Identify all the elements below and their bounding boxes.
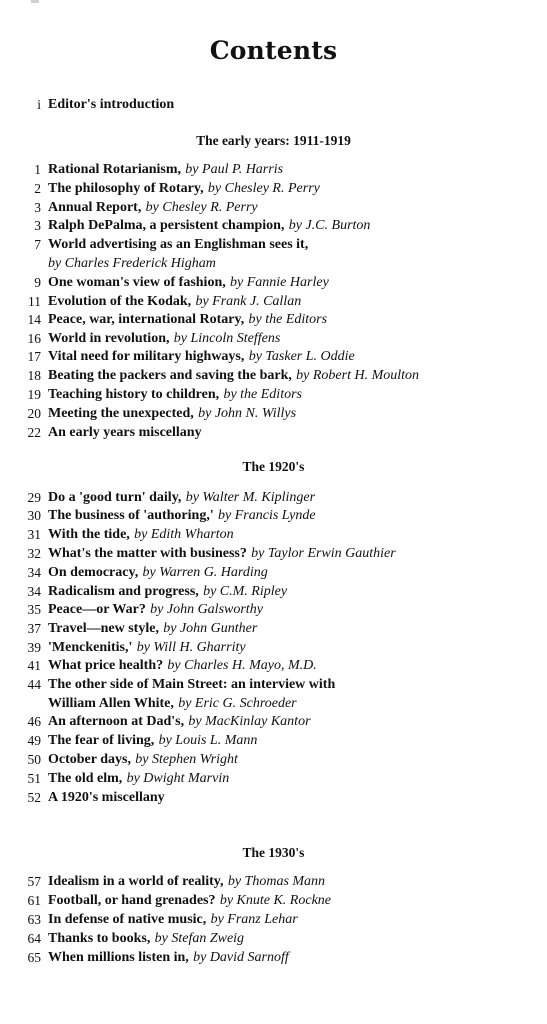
entry-author: by Paul P. Harris (185, 162, 284, 177)
entry-author: by Charles H. Mayo, M.D. (167, 658, 317, 673)
entry-title: What price health? (48, 658, 164, 673)
entry-title: An early years miscellany (48, 425, 202, 440)
entry-page-number: 64 (27, 931, 41, 946)
entry-page-number: 1 (34, 162, 41, 177)
toc-entry[interactable] (0, 506, 547, 525)
entry-title: One woman's view of fashion, (48, 275, 226, 290)
entry-title: William Allen White, (48, 696, 174, 711)
toc-entry[interactable] (0, 872, 547, 891)
entry-author: by Warren G. Harding (142, 565, 268, 580)
toc-entry[interactable] (0, 600, 547, 619)
section-heading-1930s: The 1930's (242, 845, 305, 860)
entry-title: Travel—new style, (48, 621, 159, 636)
toc-entry[interactable] (0, 423, 547, 442)
entry-page-number: 34 (27, 584, 41, 599)
toc-entry[interactable] (0, 488, 547, 507)
entry-author: by John Gunther (163, 621, 258, 636)
entry-page-number: 37 (27, 621, 41, 636)
entry-title: An afternoon at Dad's, (48, 714, 185, 729)
entry-author: by MacKinlay Kantor (188, 714, 311, 729)
entry-author: by Charles Frederick Higham (48, 256, 216, 271)
toc-entry[interactable] (0, 788, 547, 807)
entry-title: Beating the packers and saving the bark, (48, 368, 292, 383)
toc-entry-continuation[interactable] (0, 254, 547, 273)
toc-entry-continuation[interactable] (0, 694, 547, 713)
entry-page-number: 63 (27, 912, 41, 927)
entry-title: What's the matter with business? (48, 546, 247, 561)
entry-page-number: 30 (27, 508, 41, 523)
entry-page-number: 3 (34, 218, 41, 233)
entry-title: A 1920's miscellany (48, 790, 165, 805)
entry-author: by Franz Lehar (210, 912, 298, 927)
entry-page-number: 18 (27, 368, 41, 383)
toc-entry[interactable] (0, 273, 547, 292)
entry-author: by C.M. Ripley (203, 584, 288, 599)
toc-entry[interactable] (0, 525, 547, 544)
toc-entry[interactable] (0, 179, 547, 198)
entry-author: by Stefan Zweig (154, 931, 245, 946)
entry-title: Teaching history to children, (48, 387, 220, 402)
entry-title: Peace—or War? (48, 602, 146, 617)
toc-entry[interactable] (0, 731, 547, 750)
toc-entry[interactable] (0, 235, 547, 254)
entry-author: by Dwight Marvin (126, 771, 230, 786)
entry-page-number: 41 (27, 658, 41, 673)
entry-title: Meeting the unexpected, (48, 406, 194, 421)
toc-entry[interactable] (0, 910, 547, 929)
entry-page-number: 31 (27, 527, 41, 542)
entry-page-number: 22 (27, 425, 41, 440)
entry-page-number: 34 (27, 565, 41, 580)
toc-entry[interactable] (0, 292, 547, 311)
toc-entry[interactable] (0, 404, 547, 423)
toc-entry[interactable] (0, 385, 547, 404)
entry-author: by Lincoln Steffens (173, 331, 281, 346)
entry-title: Peace, war, international Rotary, (48, 312, 245, 327)
entry-title: On democracy, (48, 565, 139, 580)
entry-page-number: 2 (34, 181, 41, 196)
entry-title: The fear of living, (48, 733, 155, 748)
entry-page-number: 49 (27, 733, 41, 748)
entry-author: by Chesley R. Perry (145, 200, 258, 215)
entry-page-number: 7 (34, 237, 41, 252)
toc-entry-intro[interactable] (0, 95, 547, 114)
entry-title: Ralph DePalma, a persistent champion, (48, 218, 285, 233)
toc-entry[interactable] (0, 929, 547, 948)
toc-entry[interactable] (0, 656, 547, 675)
toc-entry[interactable] (0, 310, 547, 329)
entry-page-number: 17 (27, 349, 41, 364)
entry-title: World in revolution, (48, 331, 170, 346)
entry-page-number: 16 (27, 331, 41, 346)
entry-page-number: i (37, 97, 41, 112)
entry-page-number: 44 (27, 677, 41, 692)
entry-author: by Robert H. Moulton (296, 368, 420, 383)
entry-author: by Edith Wharton (134, 527, 234, 542)
entry-author: by Fannie Harley (230, 275, 329, 290)
toc-entry[interactable] (0, 329, 547, 348)
entry-title: Annual Report, (48, 200, 142, 215)
entry-author: by Knute K. Rockne (219, 893, 331, 908)
entry-page-number: 65 (27, 950, 41, 965)
entry-author: by Walter M. Kiplinger (185, 490, 316, 505)
entry-author: by John N. Willys (198, 406, 297, 421)
entry-author: by Thomas Mann (227, 874, 326, 889)
entry-page-number: 35 (27, 602, 41, 617)
entry-author: by John Galsworthy (150, 602, 263, 617)
toc-entry[interactable] (0, 750, 547, 769)
entry-title: October days, (48, 752, 131, 767)
entry-title: The business of 'authoring,' (48, 508, 214, 523)
entry-title: With the tide, (48, 527, 130, 542)
entry-author: by Frank J. Callan (195, 294, 302, 309)
entry-page-number: 11 (28, 294, 41, 309)
toc-entry[interactable] (0, 198, 547, 217)
toc-entry[interactable] (0, 769, 547, 788)
entry-author: by Tasker L. Oddie (248, 349, 355, 364)
entry-author: by Eric G. Schroeder (178, 696, 297, 711)
entry-author: by Chesley R. Perry (207, 181, 320, 196)
entry-page-number: 19 (27, 387, 41, 402)
entry-title: Rational Rotarianism, (48, 162, 181, 177)
entry-author: by Will H. Gharrity (136, 640, 246, 655)
entry-page-number: 20 (27, 406, 41, 421)
entry-title: Editor's introduction (48, 97, 175, 112)
toc-entry[interactable] (0, 948, 547, 967)
entry-title: Evolution of the Kodak, (48, 294, 192, 309)
entry-page-number: 51 (27, 771, 41, 786)
entry-author: by J.C. Burton (288, 218, 371, 233)
section-heading-early-years: The early years: 1911-1919 (196, 133, 351, 148)
toc-entry[interactable] (0, 160, 547, 179)
entry-author: by David Sarnoff (193, 950, 289, 965)
entry-page-number: 39 (27, 640, 41, 655)
section-heading-1920s: The 1920's (242, 459, 305, 474)
scan-mark (31, 0, 39, 3)
toc-entry[interactable] (0, 366, 547, 385)
entry-page-number: 46 (27, 714, 41, 729)
entry-title: The philosophy of Rotary, (48, 181, 204, 196)
entry-author: by Francis Lynde (218, 508, 316, 523)
toc-entry[interactable] (0, 638, 547, 657)
entry-page-number: 14 (27, 312, 41, 327)
entry-title: The old elm, (48, 771, 123, 786)
entry-author: by the Editors (223, 387, 302, 402)
entry-author: by the Editors (248, 312, 328, 327)
toc-entry[interactable] (0, 216, 547, 235)
entry-page-number: 32 (27, 546, 41, 561)
entry-title: World advertising as an Englishman sees it, (48, 237, 309, 252)
entry-title: Vital need for military highways, (48, 349, 245, 364)
entry-author: by Louis L. Mann (158, 733, 258, 748)
toc-entry[interactable] (0, 619, 547, 638)
entry-author: by Stephen Wright (135, 752, 238, 767)
entry-page-number: 52 (27, 790, 41, 805)
entry-title: Football, or hand grenades? (48, 893, 216, 908)
entry-title: 'Menckenitis,' (48, 640, 133, 655)
entry-title: In defense of native music, (48, 912, 207, 927)
toc-entry[interactable] (0, 712, 547, 731)
entry-title: Thanks to books, (48, 931, 151, 946)
entry-page-number: 61 (27, 893, 41, 908)
entry-page-number: 29 (27, 490, 41, 505)
entry-title: Idealism in a world of reality, (48, 874, 224, 889)
entry-page-number: 57 (27, 874, 41, 889)
entry-author: by Taylor Erwin Gauthier (251, 546, 396, 561)
entry-page-number: 9 (34, 275, 41, 290)
entry-title: Do a 'good turn' daily, (48, 490, 182, 505)
toc-entry[interactable] (0, 347, 547, 366)
entry-page-number: 3 (34, 200, 41, 215)
toc-entry[interactable] (0, 891, 547, 910)
toc-entry[interactable] (0, 544, 547, 563)
toc-entry[interactable] (0, 675, 547, 694)
entry-page-number: 50 (27, 752, 41, 767)
entry-title: When millions listen in, (48, 950, 189, 965)
page-title: Contents (209, 36, 338, 65)
toc-entry[interactable] (0, 563, 547, 582)
toc-entry[interactable] (0, 582, 547, 601)
entry-title: The other side of Main Street: an interview with (48, 677, 336, 692)
entry-title: Radicalism and progress, (48, 584, 199, 599)
